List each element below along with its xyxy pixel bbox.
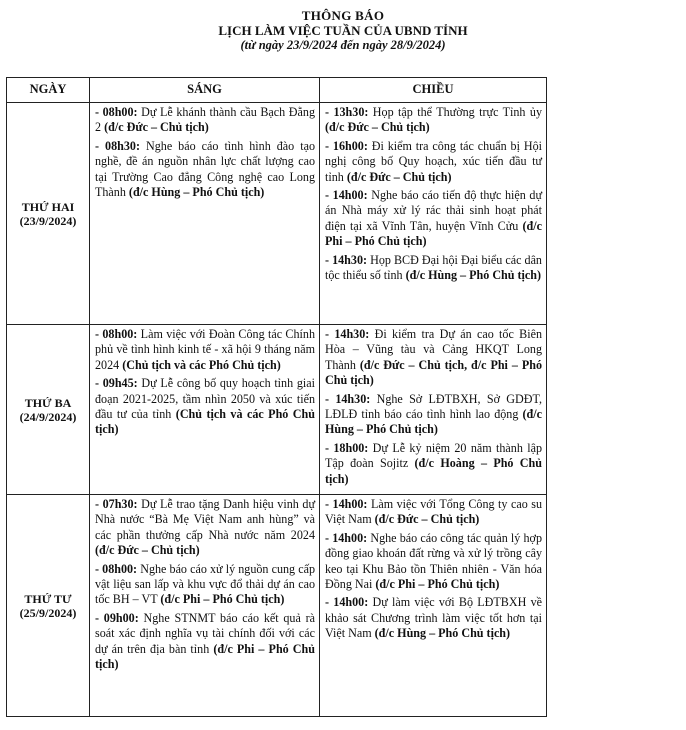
entry-text: Nghe báo cáo xử lý nguồn cung cấp vật liệu san lấp và khu vực đổ thải dự án cao tốc BH – VT [95,561,315,607]
schedule-entry [325,531,542,593]
entry-time: - 14h00: [325,530,368,545]
day-cell [7,103,90,325]
schedule-entry [95,327,315,373]
afternoon-cell [320,325,547,495]
entry-participant: (đ/c Đức – Chủ tịch, đ/c Phi – Phó Chủ tịch) [325,357,542,388]
entry-text: Họp tập thể Thường trực Tỉnh ủy [368,105,542,119]
column-header-day: NGÀY [7,78,90,103]
entry-participant: (đ/c Hùng – Phó Chủ tịch) [325,407,542,437]
entry-time: - 14h30: [325,391,371,406]
schedule-entry [325,497,542,528]
entry-participant: (đ/c Hùng – Phó Chủ tịch) [374,626,511,641]
entry-text: Dự Lễ khánh thành cầu Bạch Đằng 2 [95,105,315,135]
afternoon-cell [320,103,547,325]
entry-time: - 08h00: [95,561,138,576]
entry-text: Đi kiểm tra công tác chuẩn bị Hội nghị công bố Quy hoạch, xúc tiến đầu tư tỉnh [325,138,542,184]
notice-title: THÔNG BÁO [301,8,385,23]
entry-participant: (đ/c Hùng – Phó Chủ tịch) [405,268,542,283]
schedule-entry [325,441,542,487]
day-name: THỨ BA [24,395,72,410]
entry-time: - 08h30: [95,138,140,153]
entry-time: - 18h00: [325,440,369,455]
schedule-entry [95,105,315,136]
entry-time: - 13h30: [325,105,369,119]
entry-time: - 14h00: [325,595,369,610]
entry-participant: (đ/c Phi – Phó Chủ tịch) [95,641,315,672]
day-date: (25/9/2024) [19,605,77,620]
column-header-afternoon: CHIỀU [320,78,547,103]
entry-text: Làm việc với Tổng Công ty cao su Việt Nam [325,497,542,527]
entry-text: Dự Lễ kỷ niệm 20 năm thành lập Tập đoàn Sojitz [325,440,542,471]
entry-text: Họp BCĐ Đại hội Đại biểu các dân tộc thiểu số tỉnh [325,252,542,283]
morning-cell [90,495,320,717]
entry-participant: (đ/c Hoàng – Phó Chủ tịch) [325,456,542,486]
table-row-tuesday [7,325,547,495]
entry-time: - 14h30: [325,252,368,267]
entry-time: - 16h00: [325,138,368,153]
entry-participant: (đ/c Phi – Phó Chủ tịch) [325,218,542,249]
entry-time: - 14h00: [325,188,368,203]
schedule-entry [95,139,315,201]
entry-participant: (đ/c Đức – Chủ tịch) [104,120,209,135]
day-date: (23/9/2024) [19,213,77,228]
schedule-entry [325,392,542,438]
schedule-table [6,77,547,717]
entry-time: - 09h00: [95,610,139,625]
entry-text: Dự làm việc với Bộ LĐTBXH về khảo sát Chương trình làm việc tốt hơn tại Việt Nam [325,595,542,641]
schedule-entry [325,253,542,284]
schedule-entry [325,595,542,641]
entry-text: Dự Lễ công bố quy hoạch tỉnh giai đoạn 2021-2025, tầm nhìn 2050 và xúc tiến đầu tư của tỉnh [95,376,315,422]
entry-time: - 07h30: [95,497,138,511]
entry-participant: (đ/c Đức – Chủ tịch) [374,512,480,527]
day-date: (24/9/2024) [19,409,77,424]
schedule-entry [325,327,542,389]
schedule-entry [325,188,542,250]
date-range: (từ ngày 23/9/2024 đến ngày 28/9/2024) [240,38,446,52]
entry-participant: (đ/c Đức – Chủ tịch) [95,543,200,558]
entry-participant: (đ/c Đức – Chủ tịch) [325,120,430,135]
entry-text: Dự Lễ trao tặng Danh hiệu vinh dự Nhà nước “Bà Mẹ Việt Nam anh hùng” và các phần thưởng cấp Nhà nước năm 2024 [95,497,315,542]
entry-time: - 09h45: [95,376,138,391]
schedule-entry [325,139,542,185]
column-header-morning: SÁNG [90,78,320,103]
schedule-entry [95,611,315,673]
entry-text: Nghe báo cáo công tác quản lý hợp đồng giao khoán đất rừng và xử lý trồng cây keo tại Khu Bảo tồn Thiên nhiên - Văn hóa Đồng Nai [325,530,542,592]
entry-participant: (Chủ tịch và các Phó Chủ tịch) [95,407,315,437]
entry-time: - 08h00: [95,327,138,341]
afternoon-cell [320,495,547,717]
day-cell [7,495,90,717]
day-name: THỨ TƯ [24,591,72,606]
morning-cell [90,103,320,325]
entry-time: - 14h30: [325,327,370,341]
schedule-entry [95,562,315,608]
document-header [0,8,686,53]
entry-text: Nghe báo cáo tiến độ thực hiện dự án Nhà máy xử lý rác thải sinh hoạt phát điện tại xã Vĩnh Tân, huyện Vĩnh Cửu [325,188,542,233]
entry-text: Nghe Sở LĐTBXH, Sở GDĐT, LĐLĐ tỉnh báo cáo tình hình lao động [325,391,542,422]
schedule-subtitle: LỊCH LÀM VIỆC TUẦN CỦA UBND TỈNH [218,23,468,38]
schedule-entry [95,497,315,559]
entry-participant: (đ/c Hùng – Phó Chủ tịch) [128,185,265,200]
entry-participant: (Chủ tịch và các Phó Chủ tịch) [122,357,281,372]
entry-participant: (đ/c Phi – Phó Chủ tịch) [375,577,500,592]
day-cell [7,325,90,495]
schedule-entry [325,105,542,136]
day-name: THỨ HAI [21,199,75,214]
entry-time: - 08h00: [95,105,138,119]
entry-participant: (đ/c Phi – Phó Chủ tịch) [160,592,285,607]
table-row-monday [7,103,547,325]
entry-text: Nghe STNMT báo cáo kết quả rà soát xác định nghĩa vụ tài chính đối với các dự án trên địa bàn tỉnh [95,610,315,656]
entry-text: Nghe báo cáo tình hình đào tạo nghề, đề án nguồn nhân lực chất lượng cao tại Trường Cao đẳng Công nghệ cao Long Thành [95,138,316,200]
entry-participant: (đ/c Đức – Chủ tịch) [346,169,452,184]
entry-time: - 14h00: [325,497,368,511]
table-header-row [7,78,547,103]
entry-text: Làm việc với Đoàn Công tác Chính phủ về tình hình kinh tế - xã hội 9 tháng năm 2024 [95,327,315,372]
entry-text: Đi kiểm tra Dự án cao tốc Biên Hòa – Vũng tàu và Cảng HKQT Long Thành [325,327,542,372]
table-row-wednesday [7,495,547,717]
morning-cell [90,325,320,495]
schedule-entry [95,376,315,438]
